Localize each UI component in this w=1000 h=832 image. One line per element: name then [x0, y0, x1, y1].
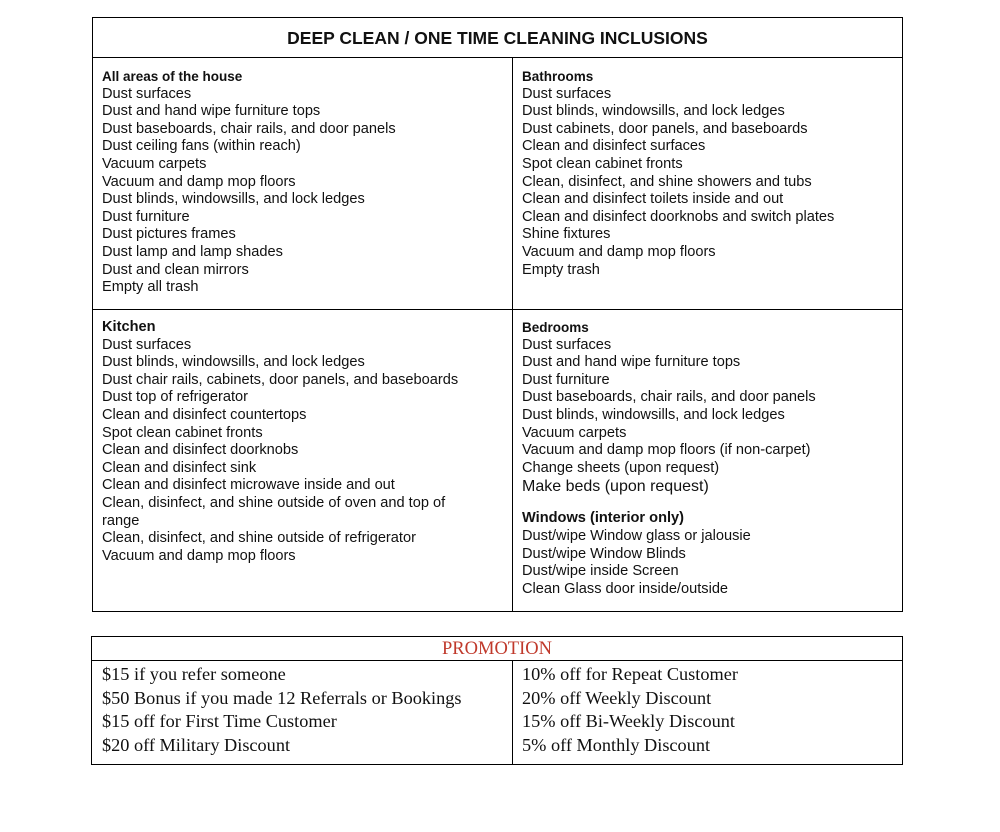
list-item: Dust top of refrigerator — [102, 389, 249, 406]
list-item: Dust furniture — [522, 371, 610, 388]
list-item: Clean and disinfect countertops — [102, 406, 307, 423]
list-item: Clean and disinfect surfaces — [522, 138, 706, 155]
list-item: Make beds (upon request) — [522, 478, 709, 496]
promotion-item: $50 Bonus if you made 12 Referrals or Bookings — [102, 687, 462, 708]
list-item: Vacuum and damp mop floors — [102, 547, 296, 564]
list-item: Clean, disinfect, and shine outside of refrigerator — [102, 530, 416, 547]
item-list — [102, 337, 482, 566]
promotion-list — [102, 663, 507, 757]
promotion-item: 15% off Bi-Weekly Discount — [522, 711, 735, 732]
section-heading: Bedrooms — [522, 320, 589, 335]
list-item: Clean, disinfect, and shine showers and tubs — [522, 173, 812, 190]
list-item: Dust baseboards, chair rails, and door panels — [522, 389, 816, 406]
item-list — [522, 528, 897, 598]
list-item: Dust blinds, windowsills, and lock ledges — [522, 103, 785, 120]
promotion-right-column — [522, 663, 897, 757]
section-heading-windows: Windows (interior only) — [522, 510, 685, 527]
promotion-item: $15 if you refer someone — [102, 664, 286, 684]
cell-bathrooms — [522, 68, 897, 279]
list-item: Dust blinds, windowsills, and lock ledges — [522, 406, 785, 423]
promotion-item: $20 off Military Discount — [102, 734, 291, 755]
section-heading: Bathrooms — [522, 69, 594, 84]
list-item: Dust surfaces — [522, 336, 612, 353]
table-divider-horizontal — [93, 309, 902, 310]
promotion-list — [522, 663, 897, 757]
list-item: Dust ceiling fans (within reach) — [102, 138, 301, 155]
list-item: Shine fixtures — [522, 226, 611, 243]
list-item: Clean, disinfect, and shine outside of oven and top of range — [102, 494, 446, 529]
item-list — [522, 337, 897, 498]
list-item: Clean and disinfect microwave inside and out — [102, 477, 395, 494]
promotion-item: $15 off for First Time Customer — [102, 711, 337, 732]
inclusions-table — [92, 17, 903, 612]
list-item: Empty all trash — [102, 279, 199, 296]
section-heading: All areas of the house — [102, 69, 243, 84]
list-item: Dust surfaces — [102, 336, 192, 353]
list-item: Change sheets (upon request) — [522, 459, 720, 476]
section-heading: Kitchen — [102, 319, 156, 335]
cell-all-areas — [102, 68, 507, 297]
item-list — [102, 86, 507, 297]
list-item: Dust and hand wipe furniture tops — [522, 354, 741, 371]
list-item: Dust lamp and lamp shades — [102, 243, 283, 260]
list-item: Dust surfaces — [522, 85, 612, 102]
list-item: Clean and disinfect doorknobs — [102, 442, 299, 459]
list-item: Spot clean cabinet fronts — [522, 155, 683, 172]
list-item: Dust cabinets, door panels, and baseboards — [522, 120, 808, 137]
list-item: Vacuum carpets — [522, 424, 627, 441]
cell-kitchen — [102, 319, 482, 565]
list-item: Clean Glass door inside/outside — [522, 580, 729, 597]
promotion-item: 10% off for Repeat Customer — [522, 664, 738, 684]
list-item: Dust furniture — [102, 208, 190, 225]
item-list — [522, 86, 897, 280]
list-item: Clean and disinfect toilets inside and out — [522, 191, 784, 208]
list-item: Dust blinds, windowsills, and lock ledges — [102, 354, 365, 371]
promotion-item: 5% off Monthly Discount — [522, 734, 711, 755]
list-item: Dust chair rails, cabinets, door panels, and baseboards — [102, 371, 459, 388]
list-item: Clean and disinfect doorknobs and switch plates — [522, 208, 835, 225]
list-item: Vacuum and damp mop floors — [522, 243, 716, 260]
list-item: Spot clean cabinet fronts — [102, 424, 263, 441]
list-item: Dust baseboards, chair rails, and door panels — [102, 120, 396, 137]
list-item: Dust/wipe Window Blinds — [522, 545, 686, 562]
list-item: Dust/wipe inside Screen — [522, 563, 679, 580]
list-item: Vacuum carpets — [102, 155, 207, 172]
list-item: Dust and hand wipe furniture tops — [102, 103, 321, 120]
list-item: Clean and disinfect sink — [102, 459, 257, 476]
list-item: Dust pictures frames — [102, 226, 236, 243]
list-item: Dust/wipe Window glass or jalousie — [522, 527, 751, 544]
promotion-title: PROMOTION — [92, 637, 902, 661]
list-item: Vacuum and damp mop floors (if non-carpet) — [522, 442, 811, 459]
list-item: Dust surfaces — [102, 85, 192, 102]
promotion-item: 20% off Weekly Discount — [522, 687, 712, 708]
inclusions-title: DEEP CLEAN / ONE TIME CLEANING INCLUSIONS — [93, 18, 902, 58]
list-item: Vacuum and damp mop floors — [102, 173, 296, 190]
promotion-left-column — [102, 663, 507, 757]
cell-bedrooms — [522, 319, 897, 598]
promotion-divider-vertical — [512, 661, 513, 765]
list-item: Dust blinds, windowsills, and lock ledges — [102, 191, 365, 208]
table-divider-vertical — [512, 58, 513, 612]
list-item: Empty trash — [522, 261, 600, 278]
promotion-table — [91, 636, 903, 765]
list-item: Dust and clean mirrors — [102, 261, 249, 278]
